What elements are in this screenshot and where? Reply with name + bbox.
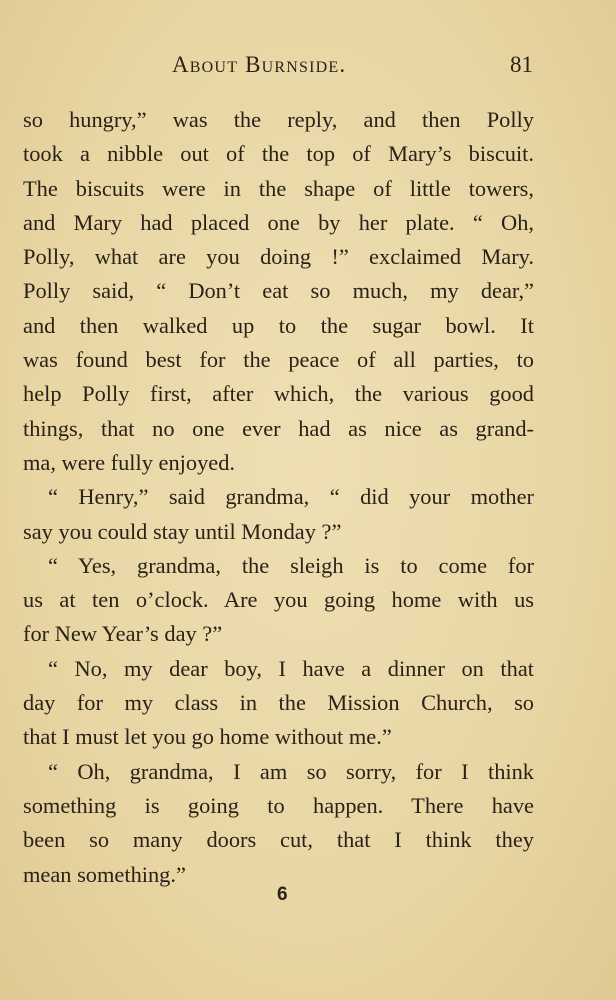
text-line: been so many doors cut, that I think they [23, 827, 534, 853]
text-line: help Polly first, after which, the various good [23, 381, 534, 407]
text-line: Polly, what are you doing !” exclaimed Mary. [23, 244, 534, 270]
text-line: was found best for the peace of all parties, to [23, 347, 534, 373]
text-line: day for my class in the Mission Church, so [23, 690, 534, 716]
signature-mark: 6 [277, 884, 288, 905]
text-line: “ No, my dear boy, I have a dinner on that [48, 655, 534, 681]
text-line: mean something.” [23, 861, 186, 887]
text-line: took a nibble out of the top of Mary’s biscuit. [23, 141, 534, 167]
text-line: so hungry,” was the reply, and then Polly [23, 107, 534, 132]
text-line: Polly said, “ Don’t eat so much, my dear,” [23, 278, 534, 304]
text-line: us at ten o’clock. Are you going home with us [23, 587, 534, 613]
text-line: and then walked up to the sugar bowl. It [23, 312, 534, 338]
text-line: for New Year’s day ?” [23, 621, 223, 647]
running-title: About Burnside. [172, 52, 347, 77]
running-head [0, 52, 616, 82]
text-line: that I must let you go home without me.” [23, 724, 392, 750]
text-line: “ Henry,” said grandma, “ did your mother [48, 484, 534, 510]
text-line: say you could stay until Monday ?” [23, 518, 342, 544]
text-line: ma, were fully enjoyed. [23, 449, 236, 475]
text-line: and Mary had placed one by her plate. “ Oh, [23, 209, 534, 235]
text-line: things, that no one ever had as nice as grand- [23, 415, 534, 441]
body-text [23, 103, 534, 892]
page-number: 81 [510, 52, 533, 77]
text-line: The biscuits were in the shape of little towers, [23, 175, 534, 201]
text-line: something is going to happen. There have [23, 792, 534, 818]
text-line: “ Yes, grandma, the sleigh is to come for [48, 552, 534, 578]
text-line: “ Oh, grandma, I am so sorry, for I think [48, 758, 534, 784]
